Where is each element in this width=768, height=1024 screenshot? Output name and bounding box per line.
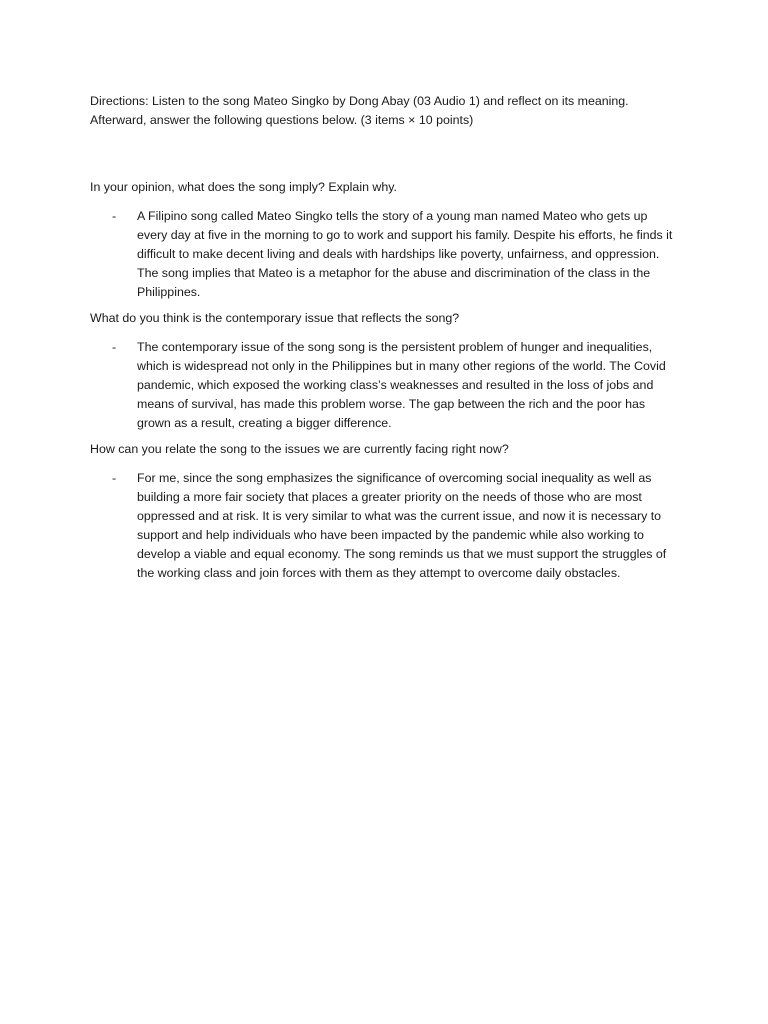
answer-1 <box>90 207 690 302</box>
question-2: What do you think is the contemporary issue that reflects the song? <box>90 311 460 325</box>
answer-3-text: For me, since the song emphasizes the significance of overcoming social inequality as well as building a more fair society that places a greater priority on the needs of those who are most oppressed and at risk. It is very similar to what was the current issue, and now it is necessary to support and help individuals who have been impacted by the pandemic while also working to develop a viable and equal economy. The song reminds us that we must support the struggles of the working class and join forces with them as they attempt to overcome daily obstacles. <box>137 471 667 580</box>
answer-3 <box>90 469 690 583</box>
answer-1-text: A Filipino song called Mateo Singko tells the story of a young man named Mateo who gets up every day at five in the morning to go to work and support his family. Despite his efforts, he finds it difficult to make decent living and deals with hardships like poverty, unfairness, and oppression. The song implies that Mateo is a metaphor for the abuse and discrimination of the class in the Philippines. <box>137 209 673 299</box>
bullet-dash: - <box>112 209 117 223</box>
bullet-dash: - <box>112 471 117 485</box>
document-page <box>90 92 690 583</box>
question-1: In your opinion, what does the song imply? Explain why. <box>90 180 397 194</box>
answer-2-text: The contemporary issue of the song song is the persistent problem of hunger and inequalities, which is widespread not only in the Philippines but in many other regions of the world. The Covid pandemic, which exposed the working class’s weaknesses and resulted in the loss of jobs and means of survival, has made this problem worse. The gap between the rich and the poor has grown as a result, creating a bigger difference. <box>137 340 666 430</box>
directions-text: Directions: Listen to the song Mateo Singko by Dong Abay (03 Audio 1) and reflect on its meaning. Afterward, answer the following questions below. (3 items × 10 points) <box>90 94 629 127</box>
question-3: How can you relate the song to the issues we are currently facing right now? <box>90 442 509 456</box>
bullet-dash: - <box>112 340 117 354</box>
answer-2 <box>90 338 690 433</box>
